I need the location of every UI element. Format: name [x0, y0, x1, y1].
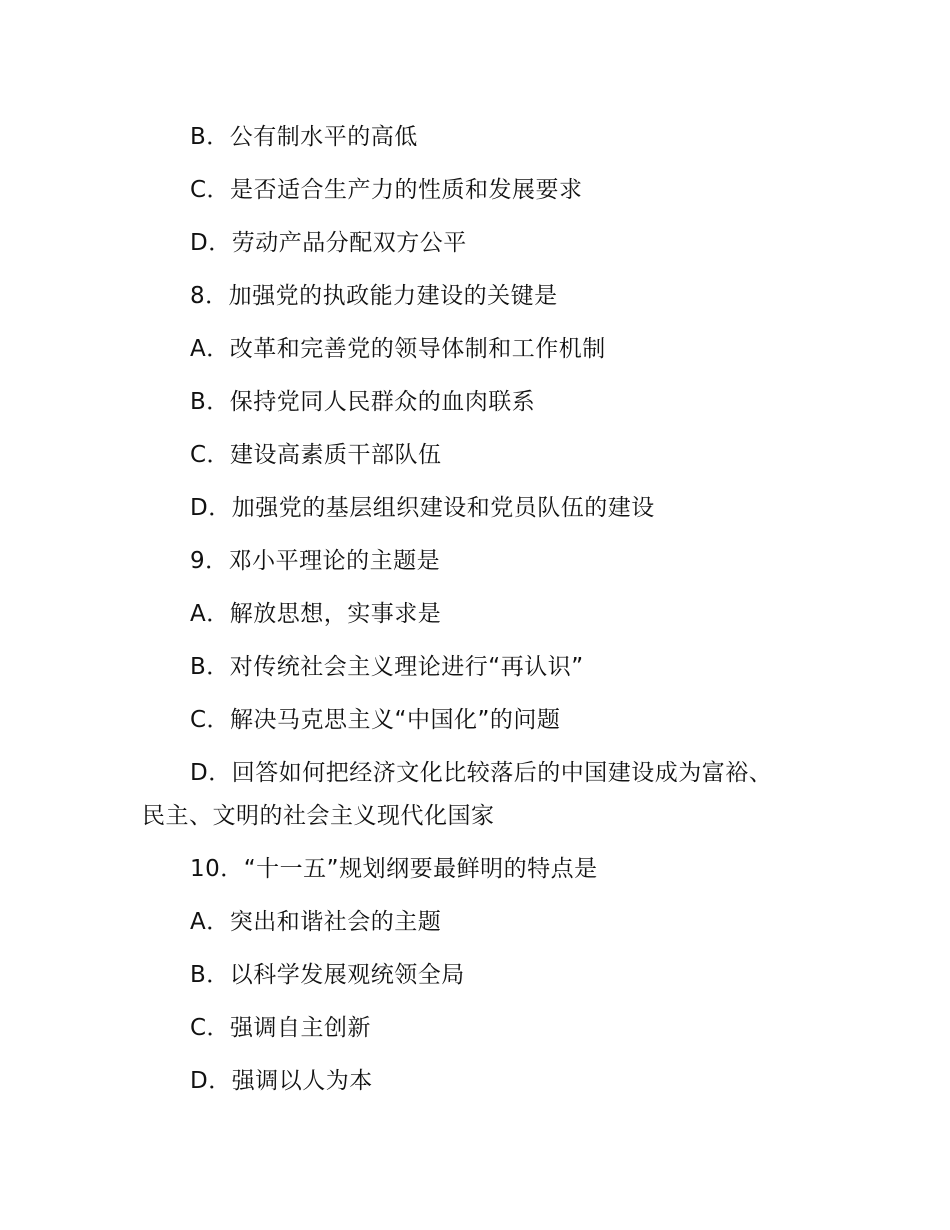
option-d-q10: D．强调以人为本	[190, 1068, 373, 1094]
question-10: 10．“十一五”规划纲要最鲜明的特点是	[190, 856, 598, 882]
option-b-q10: B．以科学发展观统领全局	[190, 962, 465, 988]
option-b-q8: B．保持党同人民群众的血肉联系	[190, 389, 536, 415]
option-d-q9-continued: 民主、文明的社会主义现代化国家	[142, 803, 495, 829]
option-c-q8: C．建设高素质干部队伍	[190, 442, 442, 468]
option-a-q9: A．解放思想，实事求是	[190, 601, 442, 627]
option-d-q8: D．加强党的基层组织建设和党员队伍的建设	[190, 495, 655, 521]
option-c-q7: C．是否适合生产力的性质和发展要求	[190, 177, 583, 203]
option-c-q9: C．解决马克思主义“中国化”的问题	[190, 707, 561, 733]
question-9: 9．邓小平理论的主题是	[190, 548, 441, 574]
option-a-q10: A．突出和谐社会的主题	[190, 909, 442, 935]
option-d-q7: D．劳动产品分配双方公平	[190, 230, 467, 256]
option-d-q9: D．回答如何把经济文化比较落后的中国建设成为富裕、	[190, 760, 773, 786]
option-a-q8: A．改革和完善党的领导体制和工作机制	[190, 336, 606, 362]
option-c-q10: C．强调自主创新	[190, 1015, 372, 1041]
option-b-q7: B．公有制水平的高低	[190, 124, 418, 150]
question-8: 8．加强党的执政能力建设的关键是	[190, 283, 558, 309]
option-b-q9: B．对传统社会主义理论进行“再认识”	[190, 654, 584, 680]
